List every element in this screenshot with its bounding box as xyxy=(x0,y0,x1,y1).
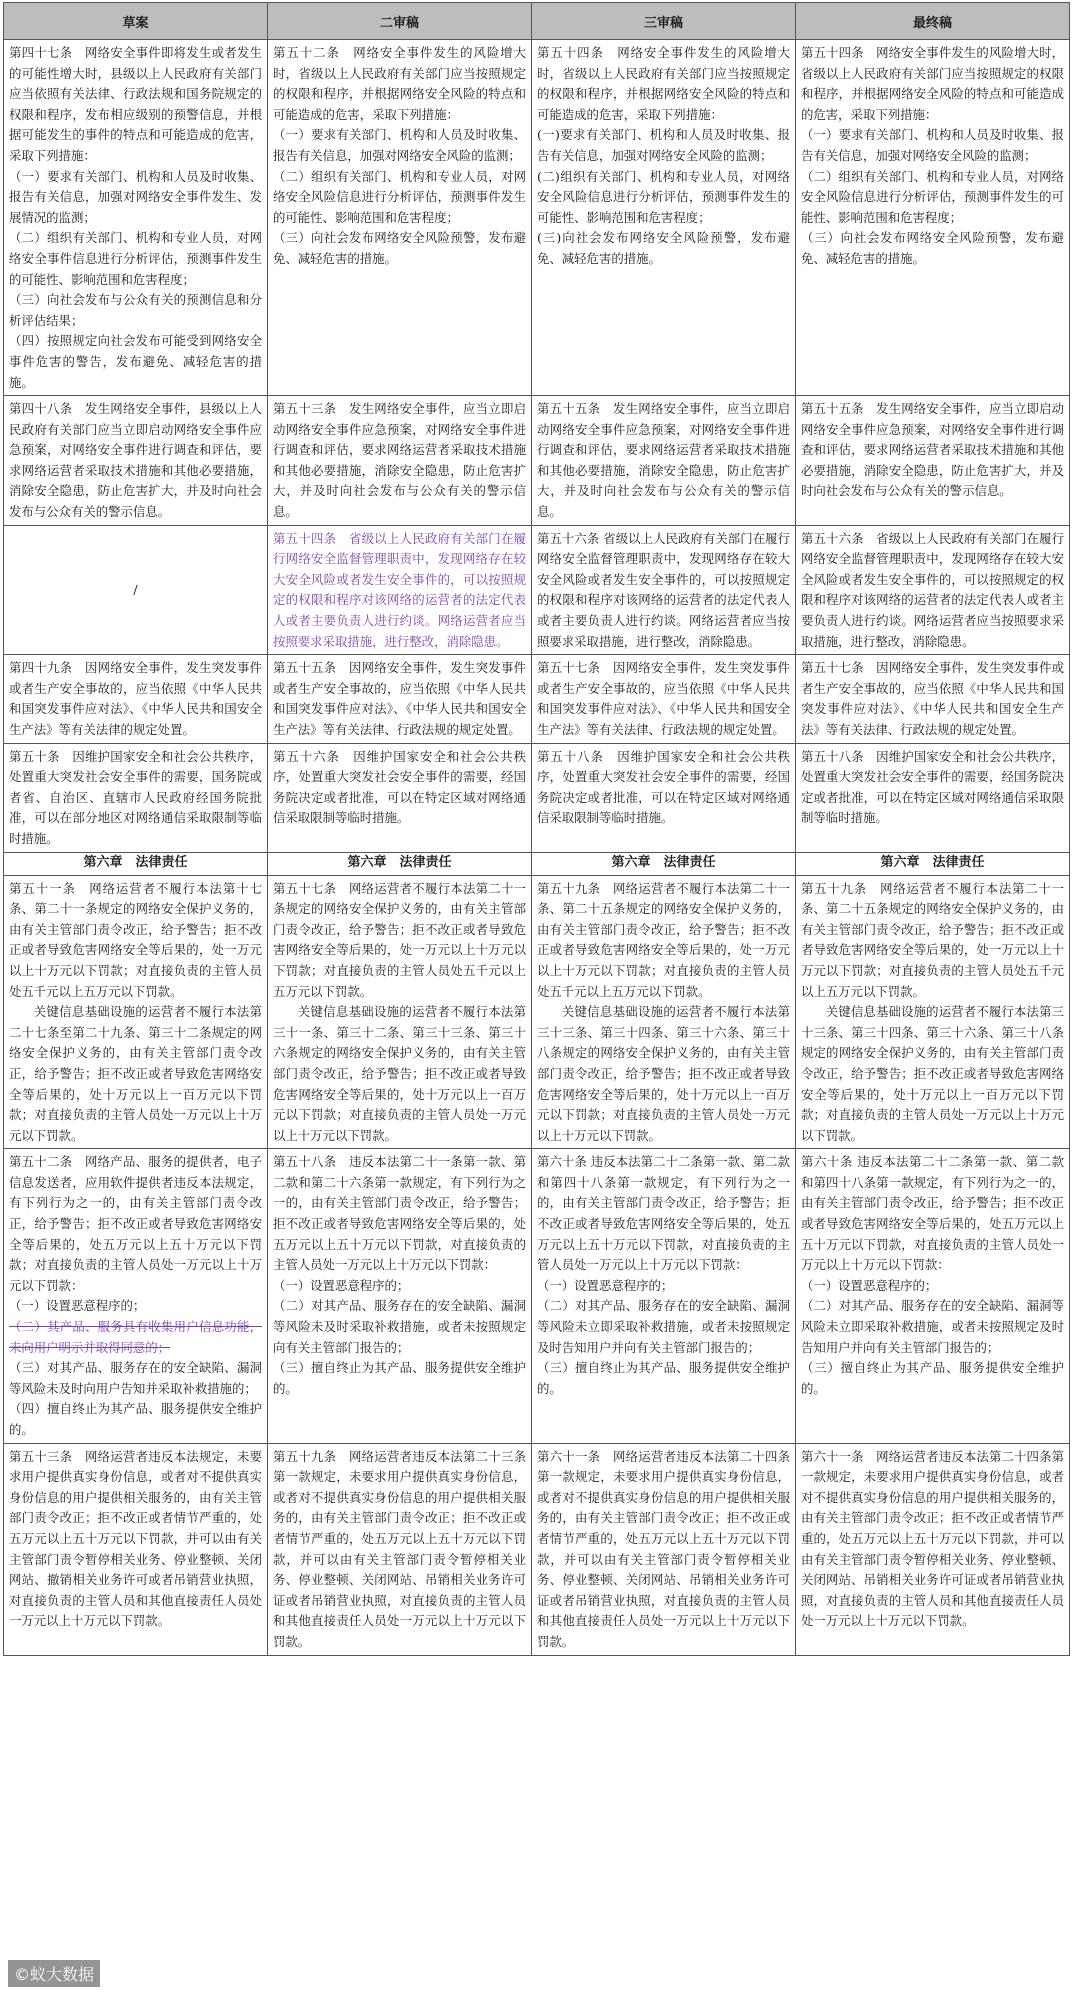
article-text: 第五十六条 因维护国家安全和社会公共秩序，处置重大突发社会安全事件的需要，经国务院决定或者批准，可以在特定区域对网络通信采取限制等临时措施。 xyxy=(273,748,526,826)
clause-text: （三）对其产品、服务存在的安全缺陷、漏洞等风险未及时向用户告知并采取补救措施的； xyxy=(9,1360,262,1396)
clause-text: （三）擅自终止为其产品、服务提供安全维护的。 xyxy=(537,1360,790,1396)
clause-text: （二）对其产品、服务存在的安全缺陷、漏洞等风险未立即采取补救措施，或者未按照规定及时告知用户并向有关主管部门报告的； xyxy=(801,1298,1064,1355)
article-text: 第五十七条 因网络安全事件，发生突发事件或者生产安全事故的，应当依照《中华人民共和国突发事件应对法》、《中华人民共和国安全生产法》等有关法律、行政法规的规定处置。 xyxy=(801,660,1064,737)
article-text: 第五十三条 发生网络安全事件，应当立即启动网络安全事件应急预案，对网络安全事件进行调查和评估，要求网络运营者采取技术措施和其他必要措施，消除安全隐患，防止危害扩大，并及时向社会发布与公众有关的警示信息。 xyxy=(273,401,526,520)
article-text: 第五十五条 发生网络安全事件，应当立即启动网络安全事件应急预案，对网络安全事件进行调查和评估，要求网络运营者采取技术措施和其他必要措施，消除安全隐患，防止危害扩大，并及时向社会发布与公众有关的警示信息。 xyxy=(537,401,790,520)
article-text: 第四十九条 因网络安全事件，发生突发事件或者生产安全事故的，应当依照《中华人民共和国突发事件应对法》、《中华人民共和国安全生产法》等有关法律的规定处置。 xyxy=(9,660,262,737)
cell-second-review xyxy=(268,525,532,655)
cell-third-review xyxy=(532,743,796,852)
article-text: 第五十九条 网络运营者违反本法第二十三条第一款规定，未要求用户提供真实身份信息，或者对不提供真实身份信息的用户提供相关服务的，由有关主管部门责令改正；拒不改正或者情节严重的，处五万元以上五十万元以下罚款，并可以由有关主管部门责令暂停相关业务、停业整顿、关闭网站、吊销相关业务许可证或者吊销营业执照，对直接负责的主管人员和其他直接责任人员处一万元以上十万元以下罚款。 xyxy=(273,1448,526,1649)
article-text: 第五十八条 因维护国家安全和社会公共秩序，处置重大突发社会安全事件的需要，经国务院决定或者批准，可以在特定区域对网络通信采取限制等临时措施。 xyxy=(537,748,790,826)
table-row xyxy=(4,1149,1070,1443)
article-text: 第六十条 违反本法第二十二条第一款、第二款和第四十八条第一款规定，有下列行为之一的，由有关主管部门责令改正，给予警告；拒不改正或者导致危害网络安全等后果的，处五万元以上五十万元以下罚款，对直接负责的主管人员处一万元以上十万元以下罚款： xyxy=(537,1154,790,1273)
watermark: ©蚁大数据 xyxy=(8,1960,100,1987)
paragraph-text: 关键信息基础设施的运营者不履行本法第三十三条、第三十四条、第三十六条、第三十八条规定的网络安全保护义务的，由有关主管部门责令改正，给予警告；拒不改正或者导致危害网络安全等后果的，处十万元以上一百万元以下罚款；对直接负责的主管人员处一万元以上十万元以下罚款。 xyxy=(537,1004,790,1143)
cell-second-review xyxy=(268,875,532,1149)
article-text: 第五十二条 网络产品、服务的提供者，电子信息发送者，应用软件提供者违反本法规定，有下列行为之一的，由有关主管部门责令改正，给予警告；拒不改正或者导致危害网络安全等后果的，处五万元以上五十万元以下罚款；对直接负责的主管人员处一万元以上十万元以下罚款： xyxy=(9,1154,262,1293)
clause-text: （三）向社会发布与公众有关的预测信息和分析评估结果； xyxy=(9,292,262,328)
clause-text: （三）向社会发布网络安全风险预警，发布避免、减轻危害的措施。 xyxy=(801,230,1064,266)
cell-draft xyxy=(4,743,268,852)
clause-text: （一）要求有关部门、机构和人员及时收集、报告有关信息，加强对网络安全风险的监测； xyxy=(273,127,526,163)
cell-draft xyxy=(4,655,268,743)
clause-text: （一）要求有关部门、机构和人员及时收集、报告有关信息，加强对网络安全风险的监测； xyxy=(801,127,1064,163)
article-text: 第五十四条 网络安全事件发生的风险增大时，省级以上人民政府有关部门应当按照规定的权限和程序，并根据网络安全风险的特点和可能造成的危害，采取下列措施： xyxy=(801,45,1064,122)
paragraph-text: 关键信息基础设施的运营者不履行本法第三十三条、第三十四条、第三十六条、第三十八条规定的网络安全保护义务的，由有关主管部门责令改正，给予警告；拒不改正或者导致危害网络安全等后果的，处十万元以上一百万元以下罚款；对直接负责的主管人员处一万元以上十万元以下罚款。 xyxy=(801,1004,1064,1143)
cell-third-review xyxy=(532,1149,796,1443)
clause-text: (三)向社会发布网络安全风险预警，发布避免、减轻危害的措施。 xyxy=(537,230,790,266)
cell-third-review xyxy=(532,396,796,526)
clause-text: （二）对其产品、服务存在的安全缺陷、漏洞等风险未及时采取补救措施，或者未按照规定向有关主管部门报告的； xyxy=(273,1298,526,1355)
article-text: 第五十九条 网络运营者不履行本法第二十一条、第二十五条规定的网络安全保护义务的，由有关主管部门责令改正，给予警告；拒不改正或者导致危害网络安全等后果的，处一万元以上十万元以下罚款；对直接负责的主管人员处五千元以上五万元以下罚款。 xyxy=(537,880,790,999)
clause-text: （三）擅自终止为其产品、服务提供安全维护的。 xyxy=(801,1360,1064,1396)
cell-final xyxy=(796,1443,1070,1655)
table-row xyxy=(4,396,1070,526)
clause-text: （三）擅自终止为其产品、服务提供安全维护的。 xyxy=(273,1360,526,1396)
cell-final xyxy=(796,743,1070,852)
clause-text: （一）设置恶意程序的； xyxy=(801,1277,938,1293)
article-text: 第五十三条 网络运营者违反本法规定，未要求用户提供真实身份信息，或者对不提供真实身份信息的用户提供相关服务的，由有关主管部门责令改正；拒不改正或者情节严重的，处五万元以上五十万元以下罚款，并可以由有关主管部门责令暂停相关业务、停业整顿、关闭网站、撤销相关业务许可或者吊销营业执照，对直接负责的主管人员和其他直接责任人员处一万元以上十万元以下罚款。 xyxy=(9,1448,262,1629)
cell-draft xyxy=(4,1443,268,1655)
article-text: 第五十八条 违反本法第二十一条第一款、第二款和第二十六条第一款规定，有下列行为之一的，由有关主管部门责令改正，给予警告；拒不改正或者导致危害网络安全等后果的，处五万元以上五十万元以下罚款，对直接负责的主管人员处一万元以上十万元以下罚款： xyxy=(273,1154,526,1273)
article-text: 第四十八条 发生网络安全事件，县级以上人民政府有关部门应当立即启动网络安全事件应急预案，对网络安全事件进行调查和评估，要求网络运营者采取技术措施和其他必要措施，消除安全隐患，防止危害扩大，并及时向社会发布与公众有关的警示信息。 xyxy=(9,401,262,520)
cell-third-review xyxy=(532,655,796,743)
cell-final xyxy=(796,875,1070,1149)
cell-draft xyxy=(4,1149,268,1443)
table-row xyxy=(4,525,1070,655)
article-text: 第四十七条 网络安全事件即将发生或者发生的可能性增大时，县级以上人民政府有关部门应当依照有关法律、行政法规和国务院规定的权限和程序，发布相应级别的预警信息，并根据可能发生的事件的特点和可能造成的危害，采取下列措施： xyxy=(9,45,262,163)
cell-second-review xyxy=(268,743,532,852)
article-text: 第五十八条 因维护国家安全和社会公共秩序，处置重大突发社会安全事件的需要，经国务院决定或者批准，可以在特定区域对网络通信采取限制等临时措施。 xyxy=(801,748,1064,826)
comparison-table xyxy=(3,2,1070,1656)
cell-third-review xyxy=(532,875,796,1149)
header-third-review: 三审稿 xyxy=(532,3,796,40)
article-text: 第六十条 违反本法第二十二条第一款、第二款和第四十八条第一款规定，有下列行为之一的，由有关主管部门责令改正，给予警告；拒不改正或者导致危害网络安全等后果的，处五万元以上五十万元以下罚款，对直接负责的主管人员处一万元以上十万元以下罚款： xyxy=(801,1154,1064,1273)
article-text: 第六十一条 网络运营者违反本法第二十四条第一款规定，未要求用户提供真实身份信息，或者对不提供真实身份信息的用户提供相关服务的，由有关主管部门责令改正；拒不改正或者情节严重的，处五万元以上五十万元以下罚款，并可以由有关主管部门责令暂停相关业务、停业整顿、关闭网站、吊销相关业务许可证或者吊销营业执照，对直接负责的主管人员和其他直接责任人员处一万元以上十万元以下罚款。 xyxy=(801,1448,1064,1629)
clause-text: （一）要求有关部门、机构和人员及时收集、报告有关信息，加强对网络安全事件发生、发展情况的监测； xyxy=(9,168,262,225)
chapter-heading: 第六章 法律责任 xyxy=(268,852,532,875)
chapter-heading: 第六章 法律责任 xyxy=(4,852,268,875)
header-row xyxy=(4,3,1070,40)
clause-text: （三）向社会发布网络安全风险预警，发布避免、减轻危害的措施。 xyxy=(273,230,526,266)
cell-second-review xyxy=(268,1149,532,1443)
clause-text: （一）设置恶意程序的； xyxy=(9,1298,146,1314)
chapter-row xyxy=(4,852,1070,875)
cell-final xyxy=(796,525,1070,655)
clause-text: (一)要求有关部门、机构和人员及时收集、报告有关信息，加强对网络安全风险的监测； xyxy=(537,127,790,163)
header-second-review: 二审稿 xyxy=(268,3,532,40)
cell-second-review xyxy=(268,655,532,743)
cell-second-review xyxy=(268,396,532,526)
cell-final xyxy=(796,40,1070,396)
article-text: 第五十条 因维护国家安全和社会公共秩序，处置重大突发社会安全事件的需要，国务院或者省、自治区、直辖市人民政府经国务院批准，可以在部分地区对网络通信采取限制等临时措施。 xyxy=(9,748,262,846)
clause-text: （二）组织有关部门、机构和专业人员，对网络安全事件信息进行分析评估，预测事件发生的可能性、影响范围和危害程度； xyxy=(9,230,262,287)
empty-marker: / xyxy=(133,582,138,598)
cell-final xyxy=(796,1149,1070,1443)
article-text: 第五十二条 网络安全事件发生的风险增大时，省级以上人民政府有关部门应当按照规定的权限和程序，并根据网络安全风险的特点和可能造成的危害，采取下列措施： xyxy=(273,45,526,122)
clause-text: （二）组织有关部门、机构和专业人员，对网络安全风险信息进行分析评估，预测事件发生的可能性、影响范围和危害程度； xyxy=(273,168,526,225)
paragraph-text: 关键信息基础设施的运营者不履行本法第二十七条至第二十九条、第三十二条规定的网络安全保护义务的，由有关主管部门责令改正，给予警告；拒不改正或者导致危害网络安全等后果的，处十万元以上一百万元以下罚款；对直接负责的主管人员处一万元以上十万元以下罚款。 xyxy=(9,1004,262,1143)
article-text: 第六十一条 网络运营者违反本法第二十四条第一款规定，未要求用户提供真实身份信息，或者对不提供真实身份信息的用户提供相关服务的，由有关主管部门责令改正；拒不改正或者情节严重的，处五万元以上五十万元以下罚款，并可以由有关主管部门责令暂停相关业务、停业整顿、关闭网站、吊销相关业务许可证或者吊销营业执照，对直接负责的主管人员和其他直接责任人员处一万元以上十万元以下罚款。 xyxy=(537,1448,790,1649)
table-row xyxy=(4,875,1070,1149)
table-row xyxy=(4,40,1070,396)
clause-text: （四）擅自终止为其产品、服务提供安全维护的。 xyxy=(9,1401,262,1437)
article-text: 第五十九条 网络运营者不履行本法第二十一条、第二十五条规定的网络安全保护义务的，由有关主管部门责令改正，给予警告；拒不改正或者导致危害网络安全等后果的，处一万元以上十万元以下罚款；对直接负责的主管人员处五千元以上五万元以下罚款。 xyxy=(801,880,1064,999)
clause-text: （二）组织有关部门、机构和专业人员，对网络安全风险信息进行分析评估，预测事件发生的可能性、影响范围和危害程度； xyxy=(801,168,1064,225)
clause-text: (二)组织有关部门、机构和专业人员，对网络安全风险信息进行分析评估，预测事件发生的可能性、影响范围和危害程度； xyxy=(537,168,790,225)
table-row xyxy=(4,743,1070,852)
article-text: 第五十五条 因网络安全事件，发生突发事件或者生产安全事故的，应当依照《中华人民共和国突发事件应对法》、《中华人民共和国安全生产法》等有关法律、行政法规的规定处置。 xyxy=(273,660,526,737)
clause-text: （一）设置恶意程序的； xyxy=(273,1277,410,1293)
cell-second-review xyxy=(268,1443,532,1655)
cell-draft xyxy=(4,396,268,526)
cell-final xyxy=(796,396,1070,526)
article-text: 第五十六条 省级以上人民政府有关部门在履行网络安全监督管理职责中，发现网络存在较大安全风险或者发生安全事件的，可以按照规定的权限和程序对该网络的运营者的法定代表人或者主要负责人进行约谈。网络运营者应当按照要求采取措施，进行整改，消除隐患。 xyxy=(537,530,790,649)
article-text: 第五十六条 省级以上人民政府有关部门在履行网络安全监督管理职责中，发现网络存在较大安全风险或者发生安全事件的，可以按照规定的权限和程序对该网络的运营者的法定代表人或者主要负责人进行约谈。网络运营者应当按照要求采取措施，进行整改，消除隐患。 xyxy=(801,530,1064,649)
article-text: 第五十五条 发生网络安全事件，应当立即启动网络安全事件应急预案，对网络安全事件进行调查和评估，要求网络运营者采取技术措施和其他必要措施，消除安全隐患，防止危害扩大，并及时向社会发布与公众有关的警示信息。 xyxy=(801,401,1064,499)
cell-draft xyxy=(4,40,268,396)
article-text: 第五十一条 网络运营者不履行本法第十七条、第二十一条规定的网络安全保护义务的，由有关主管部门责令改正，给予警告；拒不改正或者导致危害网络安全等后果的，处一万元以上十万元以下罚款；对直接负责的主管人员处五千元以上五万元以下罚款。 xyxy=(9,880,262,999)
cell-third-review xyxy=(532,525,796,655)
table-row xyxy=(4,1443,1070,1655)
cell-third-review xyxy=(532,40,796,396)
article-text: 第五十七条 网络运营者不履行本法第二十一条规定的网络安全保护义务的，由有关主管部门责令改正，给予警告；拒不改正或者导致危害网络安全等后果的，处一万元以上十万元以下罚款；对直接负责的主管人员处五千元以上五万元以下罚款。 xyxy=(273,880,526,999)
cell-third-review xyxy=(532,1443,796,1655)
clause-text: （四）按照规定向社会发布可能受到网络安全事件危害的警告，发布避免、减轻危害的措施。 xyxy=(9,333,262,390)
article-text: 第五十四条 网络安全事件发生的风险增大时，省级以上人民政府有关部门应当按照规定的权限和程序，并根据网络安全风险的特点和可能造成的危害，采取下列措施： xyxy=(537,45,790,122)
clause-text: （一）设置恶意程序的； xyxy=(537,1277,674,1293)
table-row xyxy=(4,655,1070,743)
cell-draft-empty xyxy=(4,525,268,655)
chapter-heading: 第六章 法律责任 xyxy=(532,852,796,875)
paragraph-text: 关键信息基础设施的运营者不履行本法第三十一条、第三十二条、第三十三条、第三十六条规定的网络安全保护义务的，由有关主管部门责令改正，给予警告；拒不改正或者导致危害网络安全等后果的，处十万元以上一百万元以下罚款；对直接负责的主管人员处一万元以上十万元以下罚款。 xyxy=(273,1004,526,1143)
clause-text: （二）对其产品、服务存在的安全缺陷、漏洞等风险未立即采取补救措施，或者未按照规定及时告知用户并向有关主管部门报告的； xyxy=(537,1298,790,1355)
cell-draft xyxy=(4,875,268,1149)
clause-text-deleted: （二）其产品、服务具有收集用户信息功能，未向用户明示并取得同意的； xyxy=(9,1319,262,1355)
article-text: 第五十七条 因网络安全事件，发生突发事件或者生产安全事故的，应当依照《中华人民共和国突发事件应对法》、《中华人民共和国安全生产法》等有关法律、行政法规的规定处置。 xyxy=(537,660,790,737)
header-draft: 草案 xyxy=(4,3,268,40)
cell-final xyxy=(796,655,1070,743)
article-text: 第五十四条 省级以上人民政府有关部门在履行网络安全监督管理职责中，发现网络存在较大安全风险或者发生安全事件的，可以按照规定的权限和程序对该网络的运营者的法定代表人或者主要负责人进行约谈。网络运营者应当按照要求采取措施，进行整改，消除隐患。 xyxy=(273,530,526,649)
cell-second-review xyxy=(268,40,532,396)
chapter-heading: 第六章 法律责任 xyxy=(796,852,1070,875)
header-final: 最终稿 xyxy=(796,3,1070,40)
